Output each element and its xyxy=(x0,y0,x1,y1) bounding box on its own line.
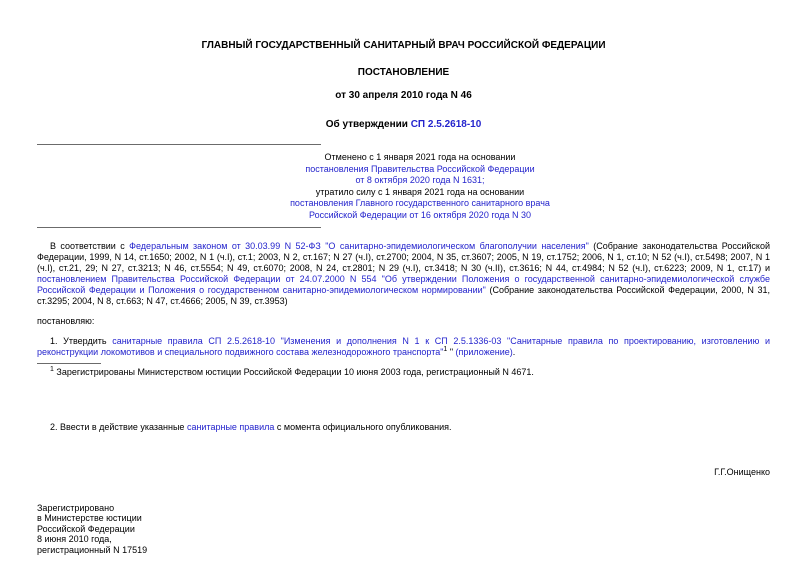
preamble-paragraph xyxy=(37,241,770,307)
inline-text: 2. Ввести в действие указанные xyxy=(50,421,187,432)
inline-link[interactable]: (приложение) xyxy=(455,346,513,357)
text-line: 8 июня 2010 года, xyxy=(37,534,112,545)
authority-title: ГЛАВНЫЙ ГОСУДАРСТВЕННЫЙ САНИТАРНЫЙ ВРАЧ РОССИЙСКОЙ ФЕДЕРАЦИИ xyxy=(201,40,606,51)
cancellation-notice xyxy=(265,152,575,222)
divider-line-bottom xyxy=(37,227,321,228)
doc-subject-prefix: Об утверждении xyxy=(325,119,411,130)
notice-link-line[interactable]: постановления Правительства Российской Федерации xyxy=(305,163,535,174)
inline-text: 1 xyxy=(443,345,448,353)
doc-date-number: от 30 апреля 2010 года N 46 xyxy=(335,90,472,101)
footnote-text xyxy=(37,367,770,378)
inline-link[interactable]: Федеральным законом от 30.03.99 N 52-ФЗ "О санитарно-эпидемиологическом благополучии населения" xyxy=(129,240,589,251)
signature-name: Г.Г.Онищенко xyxy=(714,466,770,477)
notice-link-line[interactable]: Российской Федерации от 16 октября 2020 года N 30 xyxy=(309,209,531,220)
inline-link[interactable]: санитарные правила xyxy=(186,421,275,432)
item-1-paragraph xyxy=(37,336,770,358)
inline-text: (Собрание законодательства Российской Федерации, 1999, N 14, ст.1650; 2002, N 1 (ч.I), ст.1; 2003, N 2, ст.167; N 27 (ч.I), ст.2700; 2004, N 35, ст.3607; 2005, N 19, ст.1752; 2006, N 1, ст.10; N 52 (ч.I), ст.5498; 2007, N 1 (ч.I), ст.21, 29; N 27, ст.3213; N 46, ст.5554; N 49, ст.6070; 2008, N 24, ст.2801; N 29 (ч.I), ст.3418; N 30 (ч.II), ст.3616; N 44, ст.4984; N 52 (ч.I), ст.6223; 2009, N 1, ст.17) и xyxy=(37,240,770,273)
inline-text: с момента официального опубликования. xyxy=(274,421,452,432)
inline-text: 1 xyxy=(50,365,54,373)
notice-link-line[interactable]: постановления Главного государственного санитарного врача xyxy=(290,198,550,209)
inline-text: В соответствии с xyxy=(50,240,130,251)
registration-block xyxy=(37,503,770,556)
inline-text: " xyxy=(447,346,456,357)
doc-type-title: ПОСТАНОВЛЕНИЕ xyxy=(357,67,450,78)
doc-subject-link[interactable]: СП 2.5.2618-10 xyxy=(410,119,482,130)
resolve-text: постановляю: xyxy=(37,315,95,326)
text-line: Отменено с 1 января 2021 года на основании xyxy=(324,152,516,162)
inline-text: . xyxy=(512,346,516,357)
inline-text: Зарегистрированы Министерством юстиции Российской Федерации 10 июня 2003 года, регистрационный N 4671. xyxy=(53,366,534,377)
inline-link[interactable]: санитарные правила СП 2.5.2618-10 "Изменения и дополнения N 1 к СП 2.5.1336-03 "Санитарные правила по проектированию, изготовлению и реконструкции локомотивов и специального подвижного состава железнодорожного транспорта" xyxy=(37,335,770,357)
text-line: в Министерстве юстиции xyxy=(37,513,142,524)
footnote-divider xyxy=(37,363,101,364)
divider-line-top xyxy=(37,144,321,145)
item-2-paragraph xyxy=(37,422,770,433)
inline-text: (Собрание законодательства Российской Федерации, 2000, N 31, ст.3295; 2004, N 8, ст.663; N 47, ст.4666; 2005, N 39, ст.3953) xyxy=(37,284,770,306)
text-line: утратило силу с 1 января 2021 года на основании xyxy=(315,186,525,197)
text-line: Зарегистрировано xyxy=(37,502,115,513)
doc-subject xyxy=(37,119,770,131)
text-line: Российской Федерации xyxy=(37,523,135,534)
inline-text: 1. Утвердить xyxy=(50,335,113,346)
notice-link-line[interactable]: от 8 октября 2020 года N 1631; xyxy=(355,175,485,186)
text-line: регистрационный N 17519 xyxy=(37,544,148,555)
inline-link[interactable]: постановлением Правительства Российской Федерации от 24.07.2000 N 554 "Об утверждении Положения о государственной санитарно-эпидемиологической службе Российской Федерации и Положения о государственном санитарно-эпидемиологическом нормировании" xyxy=(37,273,770,295)
